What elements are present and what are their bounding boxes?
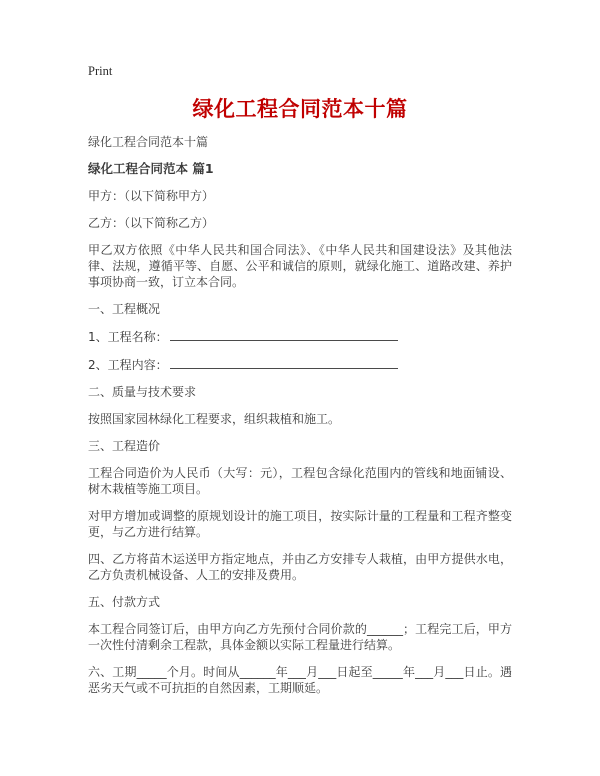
section-3-heading: 三、工程造价 (88, 439, 161, 453)
preamble-paragraph: 甲乙双方依照《中华人民共和国合同法》、《中华人民共和国建设法》及其他法律、法规，遵循平等、自愿、公平和诚信的原则，就绿化施工、道路改建、养护事项协商一致，订立本合同。 (88, 243, 512, 289)
party-b-line: 乙方：（以下简称乙方） (88, 216, 215, 230)
project-name-field-row (88, 328, 512, 345)
section-6-body: 六、工期_____个月。时间从______年___月___日起至_____年___月___日止。遇恶劣天气或不可抗拒的自然因素，工期顺延。 (88, 665, 512, 695)
template-1-heading: 绿化工程合同范本 篇1 (88, 161, 214, 176)
project-content-label: 2、工程内容： (88, 358, 168, 372)
print-link[interactable]: Print (88, 64, 113, 78)
section-5-heading: 五、付款方式 (88, 595, 161, 609)
section-4-body: 四、乙方将苗木运送甲方指定地点，并由乙方安排专人栽植，由甲方提供水电，乙方负责机械设备、人工的安排及费用。 (88, 552, 512, 582)
section-2-body: 按照国家园林绿化工程要求，组织栽植和施工。 (88, 412, 341, 426)
section-2-heading: 二、质量与技术要求 (88, 385, 197, 399)
project-content-field-row (88, 356, 512, 373)
project-content-blank-underline (170, 356, 398, 369)
page-title: 绿化工程合同范本十篇 (192, 97, 408, 121)
project-name-label: 1、工程名称： (88, 330, 168, 344)
section-3-body-1: 工程合同造价为人民币（大写：元），工程包含绿化范围内的管线和地面铺设、树木栽植等施工项目。 (88, 466, 512, 496)
section-1-heading: 一、工程概况 (88, 302, 161, 316)
document-subtitle: 绿化工程合同范本十篇 (88, 135, 209, 149)
project-name-blank-underline (170, 328, 398, 341)
section-3-body-2: 对甲方增加或调整的原规划设计的施工项目，按实际计量的工程量和工程齐整变更，与乙方进行结算。 (88, 509, 512, 539)
party-a-line: 甲方：（以下简称甲方） (88, 189, 215, 203)
section-5-body: 本工程合同签订后，由甲方向乙方先预付合同价款的______；工程完工后，甲方一次性付清剩余工程款，具体金额以实际工程量进行结算。 (88, 622, 512, 652)
